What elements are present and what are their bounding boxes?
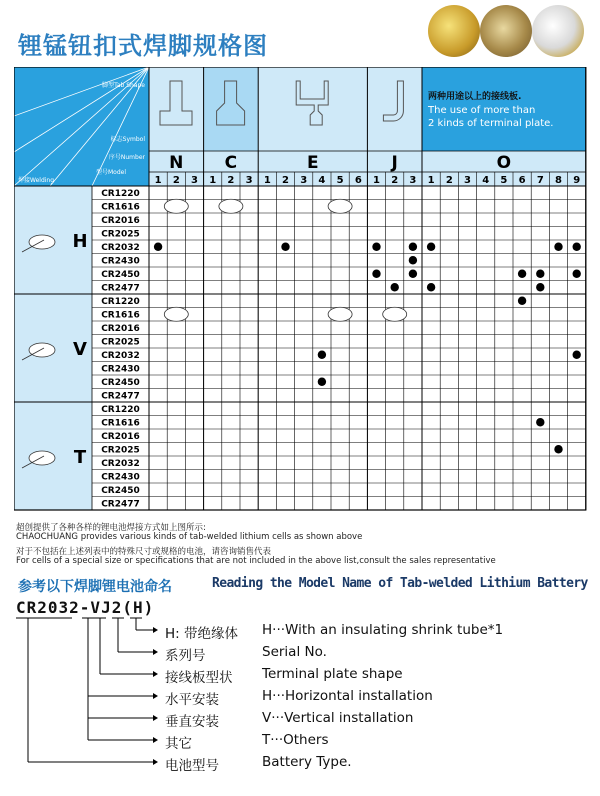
terminal-note-cn: 两种用途以上的接线板. — [428, 92, 522, 102]
note-cn-2: 对于不包括在上述列表中的特殊尺寸或规格的电池，请咨询销售代表 — [16, 547, 272, 557]
welding-code-t: T — [73, 447, 87, 468]
bracket-arrow — [153, 737, 158, 743]
model-cell: CR2430 — [101, 364, 140, 375]
serial-number-cell: 2 — [227, 175, 235, 186]
serial-number-cell: 2 — [445, 175, 453, 186]
serial-number-cell: 1 — [373, 175, 380, 186]
symbol-e: E — [306, 153, 319, 173]
legend-cn-plate: 接线板型状 — [165, 670, 233, 686]
naming-subtitle-cn: 参考以下焊脚锂电池命名 — [18, 579, 172, 595]
legend-cn-horizontal: 水平安装 — [165, 692, 219, 708]
note-en-1: CHAOCHUANG provides various kinds of tab-welded lithium cells as shown above — [16, 532, 363, 542]
serial-number-cell: 1 — [263, 175, 271, 186]
model-cell: CR2450 — [101, 270, 140, 280]
model-cell: CR2430 — [101, 472, 140, 483]
serial-number-cell: 3 — [464, 175, 471, 186]
model-cell: CR1616 — [101, 202, 140, 213]
naming-subtitle-en: Reading the Model Name of Tab-welded Lithium Battery — [212, 576, 588, 591]
legend-en-insulation: H···With an insulating shrink tube*1 — [262, 622, 504, 638]
model-cell: CR2477 — [101, 391, 140, 402]
tab-shape-label: 脚型Tab Shape — [102, 82, 145, 89]
serial-number-cell: 3 — [245, 175, 253, 186]
symbol-c: C — [224, 153, 238, 173]
serial-number-cell: 4 — [482, 175, 490, 186]
welding-code-h: H — [72, 231, 88, 252]
legend-en-horizontal: H···Horizontal installation — [262, 688, 433, 704]
model-cell: CR2032 — [101, 243, 140, 253]
page-title: 锂锰钮扣式焊脚规格图 — [18, 32, 268, 60]
model-cell: CR1220 — [101, 189, 140, 199]
legend-en-others: T···Others — [262, 732, 329, 748]
model-cell: CR2450 — [101, 378, 140, 388]
bracket-arrow — [153, 649, 158, 655]
serial-number-cell: 2 — [172, 175, 180, 186]
bracket-arrow — [153, 759, 158, 765]
model-cell: CR2016 — [101, 216, 140, 226]
serial-number-cell: 1 — [209, 175, 217, 186]
symbol-n: N — [169, 153, 184, 173]
serial-number-cell: 6 — [354, 175, 362, 186]
note-en-2: For cells of a special size or specifications that are not included in the above list,consult the sales representative — [16, 556, 496, 566]
model-cell: CR2025 — [101, 229, 140, 240]
model-cell: CR2025 — [101, 337, 140, 348]
model-cell: CR2477 — [101, 499, 140, 510]
serial-number-cell: 7 — [536, 175, 544, 186]
note-cn-1: 超创提供了各种各样的锂电池焊接方式如上图所示: — [16, 523, 206, 533]
model-cell: CR1616 — [101, 418, 140, 429]
model-cell: CR2016 — [101, 324, 140, 334]
serial-number-cell: 2 — [391, 175, 399, 186]
model-cell: CR2016 — [101, 432, 140, 442]
symbol-j: J — [391, 153, 398, 173]
legend-en-serial: Serial No. — [262, 644, 327, 660]
bracket-arrow — [153, 693, 158, 699]
serial-number-cell: 3 — [409, 175, 417, 186]
welding-code-v: V — [73, 339, 87, 360]
serial-number-cell: 3 — [300, 175, 308, 186]
serial-number-cell: 5 — [336, 175, 344, 186]
serial-number-label: 序号Number — [108, 154, 145, 161]
legend-cn-serial: 系列号 — [165, 648, 206, 664]
legend-en-plate: Terminal plate shape — [262, 666, 403, 682]
model-cell: CR1616 — [101, 310, 140, 321]
model-cell: CR2032 — [101, 351, 140, 361]
model-cell: CR1220 — [101, 297, 140, 307]
serial-number-cell: 6 — [518, 175, 526, 186]
example-model: CR2032-VJ2(H) — [16, 598, 155, 617]
bracket-arrow — [153, 671, 158, 677]
serial-number-cell: 4 — [318, 175, 326, 186]
model-cell: CR2032 — [101, 459, 140, 469]
serial-number-cell: 9 — [573, 175, 581, 186]
serial-number-cell: 1 — [427, 175, 435, 186]
model-cell: CR1220 — [101, 405, 140, 415]
legend-cn-others: 其它 — [165, 736, 192, 752]
legend-en-vertical: V···Vertical installation — [262, 710, 414, 726]
bracket-arrow — [153, 627, 158, 633]
terminal-note-en-2: 2 kinds of terminal plate. — [428, 118, 554, 129]
serial-number-cell: 8 — [555, 175, 562, 186]
model-label: 型号Model — [96, 169, 127, 176]
legend-cn-insulation: H: 带绝缘体 — [165, 626, 238, 642]
model-cell: CR2477 — [101, 283, 140, 294]
legend-cn-vertical: 垂直安装 — [165, 714, 219, 730]
welding-label: 焊接Welding — [18, 177, 55, 184]
model-cell: CR2430 — [101, 256, 140, 267]
serial-number-cell: 5 — [500, 175, 508, 186]
model-cell: CR2450 — [101, 486, 140, 496]
terminal-note-en-1: The use of more than — [428, 105, 536, 116]
serial-number-cell: 1 — [154, 175, 162, 186]
symbol-o: O — [496, 153, 512, 173]
serial-number-cell: 3 — [191, 175, 198, 186]
bracket-arrow — [153, 715, 158, 721]
tab-symbol-label: 标志Symbol — [110, 136, 145, 143]
serial-number-cell: 2 — [282, 175, 289, 186]
model-cell: CR2025 — [101, 445, 140, 456]
legend-cn-battery: 电池型号 — [165, 758, 219, 774]
legend-en-battery: Battery Type. — [262, 754, 352, 770]
